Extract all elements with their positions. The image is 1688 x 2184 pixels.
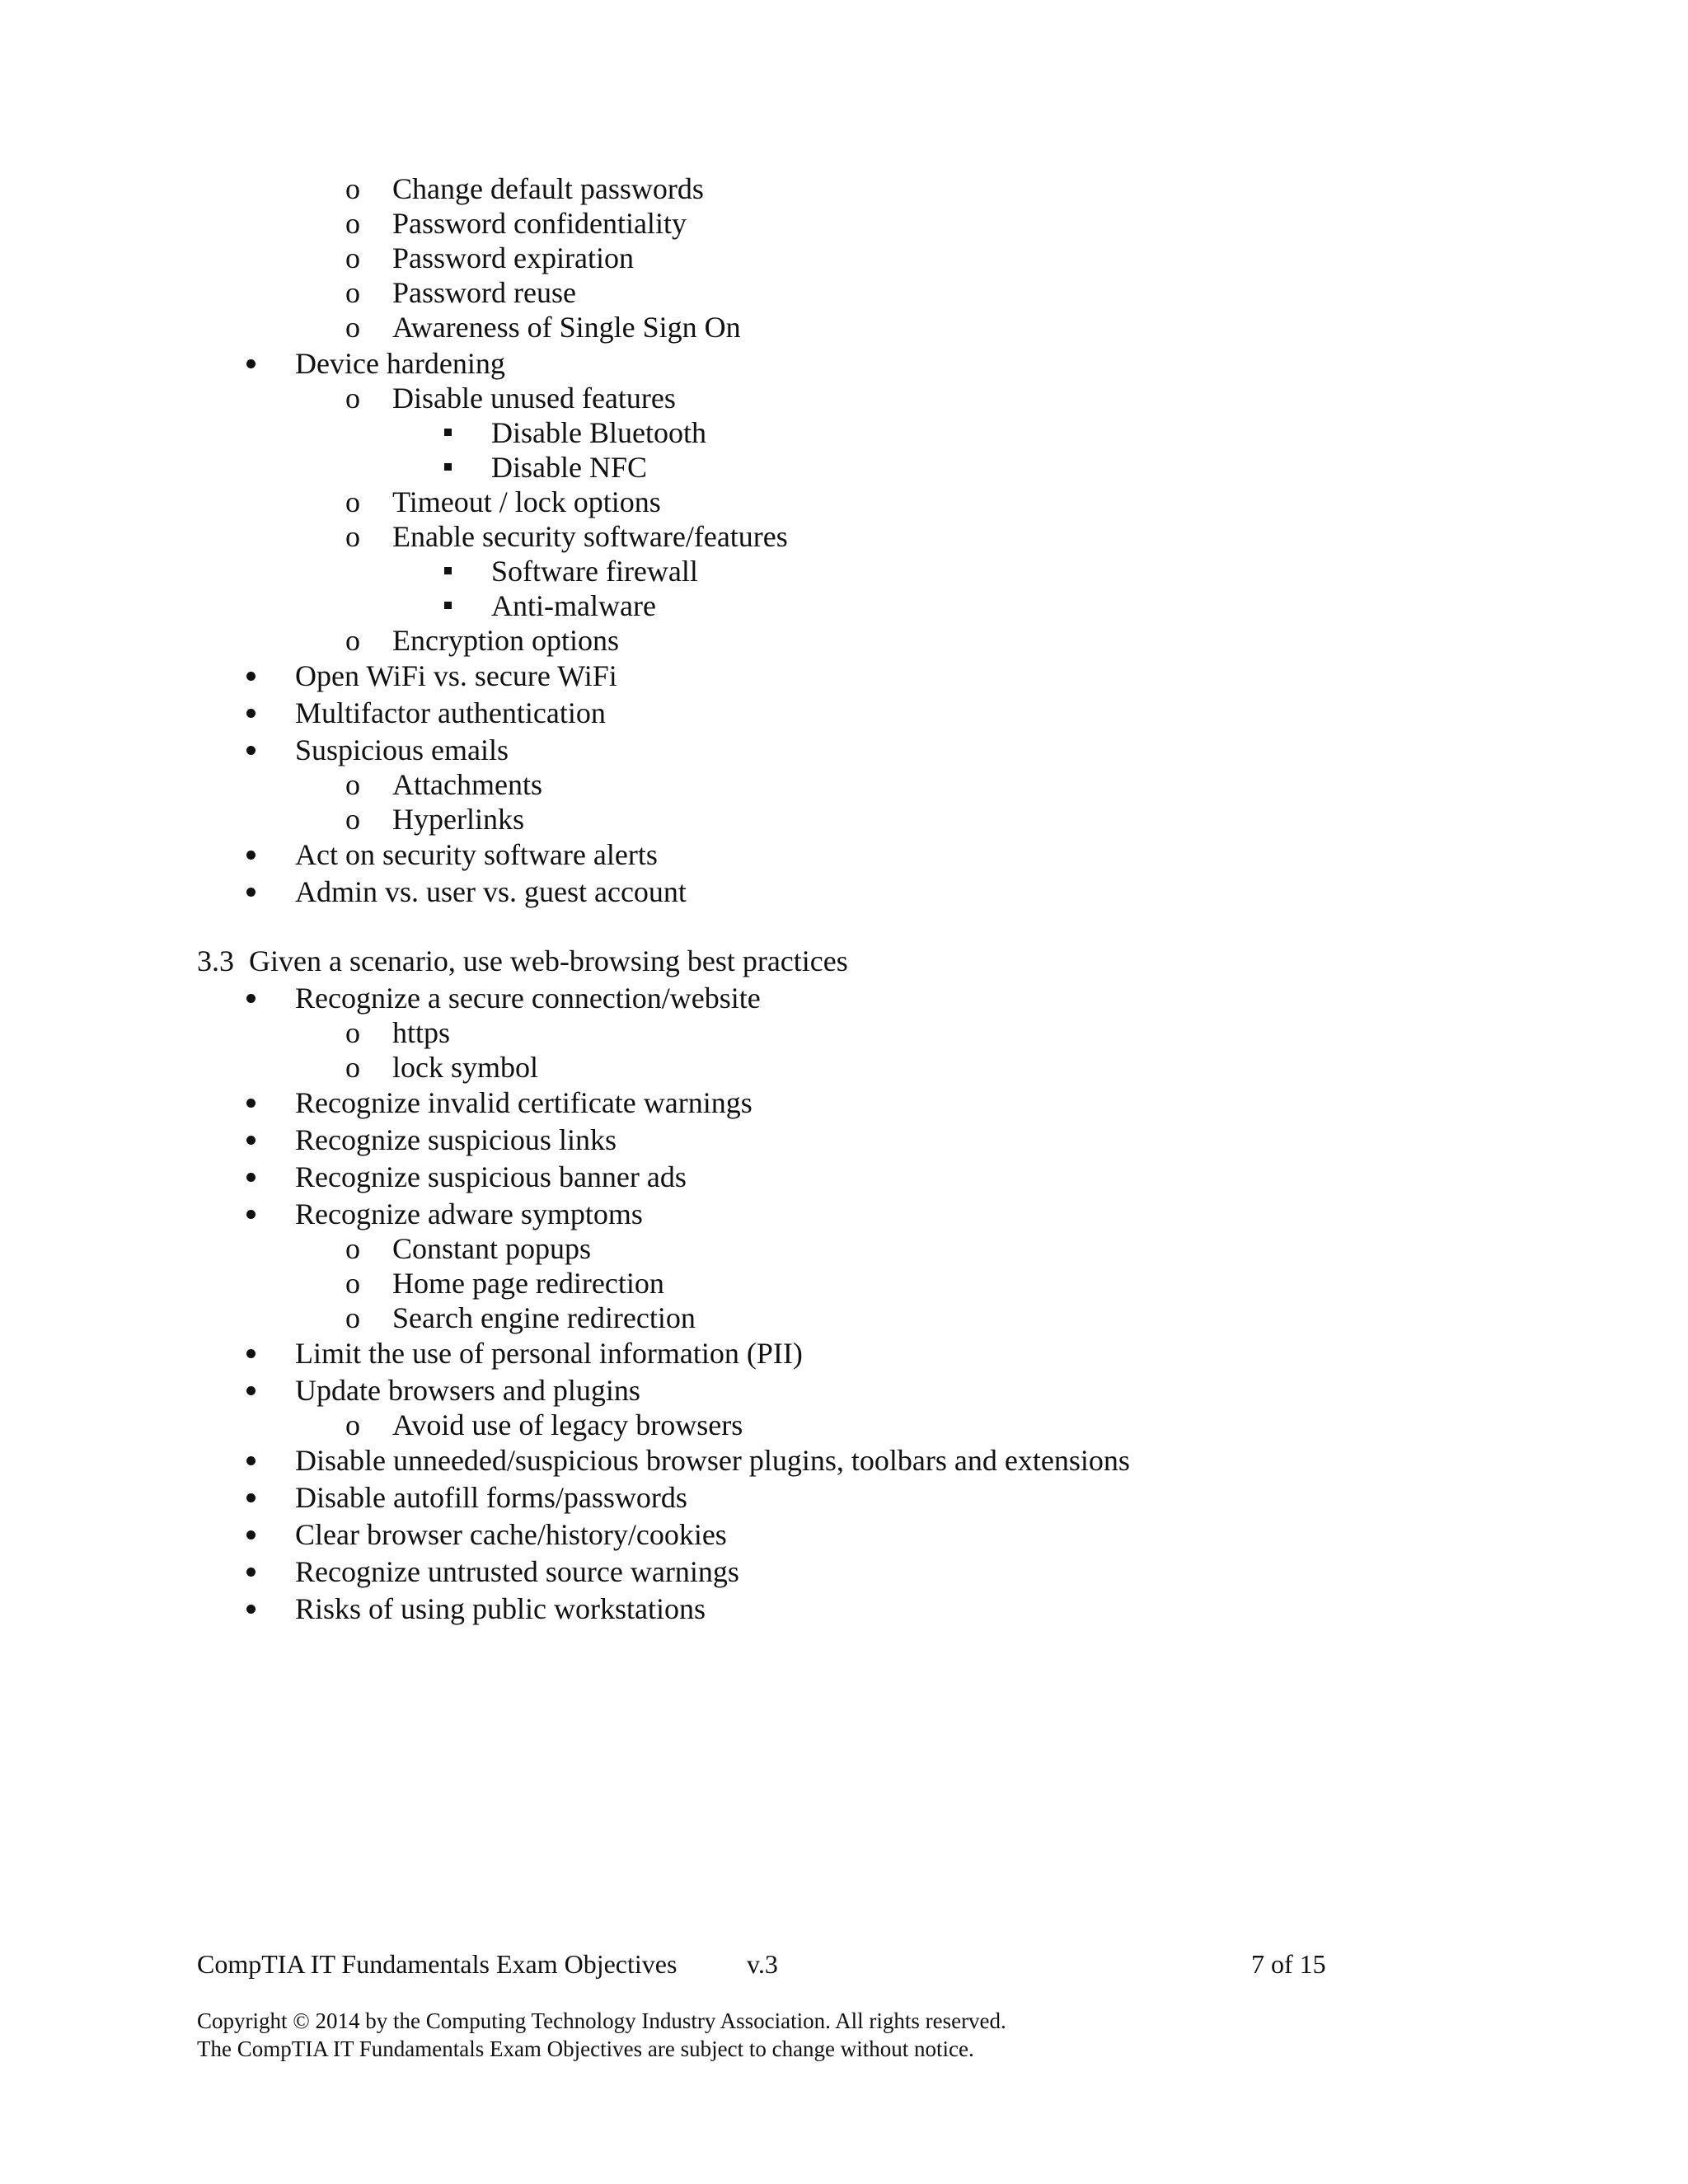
bullet-dot [246,1386,256,1395]
list-item: Recognize untrusted source warnings [295,1555,739,1588]
list-item: Recognize adware symptoms [295,1197,643,1230]
bullet-dot [246,672,256,681]
list-item: Suspicious emails [295,733,509,766]
footer-notice: The CompTIA IT Fundamentals Exam Objectives are subject to change without notice. [197,2036,974,2061]
circle-bullet: o [345,803,360,836]
list-item: Attachments [392,768,542,801]
list-item: Recognize suspicious banner ads [295,1160,687,1193]
circle-bullet: o [345,624,360,657]
bullet-dot [246,1456,256,1465]
list-item: https [392,1016,451,1049]
list-item: Password reuse [392,276,576,309]
circle-bullet: o [345,311,360,344]
circle-bullet: o [345,1267,360,1300]
circle-bullet: o [345,1051,360,1084]
list-item: Multifactor authentication [295,696,606,729]
list-item: Update browsers and plugins [295,1374,640,1407]
circle-bullet: o [345,207,360,240]
footer-page-number: 7 of 15 [1251,1949,1326,1979]
square-bullet [444,602,452,609]
list-item: Disable NFC [491,451,647,484]
list-item: Avoid use of legacy browsers [392,1408,743,1441]
circle-bullet: o [345,172,360,205]
bullet-dot [246,1210,256,1219]
circle-bullet: o [345,520,360,553]
list-item: Encryption options [392,624,619,657]
circle-bullet: o [345,485,360,518]
section-number: 3.3 [197,944,234,977]
list-item: lock symbol [392,1051,538,1084]
circle-bullet: o [345,768,360,801]
circle-bullet: o [345,276,360,309]
list-item: Home page redirection [392,1267,664,1300]
list-item: Constant popups [392,1232,592,1265]
bullet-dot [246,1349,256,1358]
bullet-dot [246,1099,256,1108]
bullet-dot [246,1568,256,1577]
bullet-dot [246,851,256,860]
circle-bullet: o [345,1232,360,1265]
list-item: Password confidentiality [392,207,687,240]
list-item: Limit the use of personal information (PII) [295,1337,803,1370]
list-item: Disable unneeded/suspicious browser plugins, toolbars and extensions [295,1444,1130,1477]
list-item: Anti-malware [491,589,656,622]
list-item: Risks of using public workstations [295,1592,706,1625]
list-item: Admin vs. user vs. guest account [295,875,687,908]
circle-bullet: o [345,241,360,274]
circle-bullet: o [345,1016,360,1049]
bullet-dot [246,746,256,755]
list-item: Device hardening [295,347,505,380]
bullet-dot [246,1605,256,1614]
bullet-dot [246,359,256,368]
footer-title: CompTIA IT Fundamentals Exam Objectives [197,1949,678,1979]
circle-bullet: o [345,382,360,415]
list-item: Disable Bluetooth [491,416,706,449]
bullet-dot [246,1173,256,1182]
list-item: Recognize invalid certificate warnings [295,1086,753,1119]
list-item: Enable security software/features [392,520,788,553]
list-item: Act on security software alerts [295,838,658,871]
list-item: Software firewall [491,555,698,588]
square-bullet [444,429,452,436]
list-item: Recognize suspicious links [295,1123,617,1156]
list-item: Recognize a secure connection/website [295,982,761,1015]
circle-bullet: o [345,1408,360,1441]
bullet-dot [246,1493,256,1502]
section-title: Given a scenario, use web-browsing best practices [249,944,848,977]
square-bullet [444,463,452,471]
list-item: Disable unused features [392,382,676,415]
list-item: Clear browser cache/history/cookies [295,1518,727,1551]
circle-bullet: o [345,1301,360,1334]
list-item: Timeout / lock options [392,485,661,518]
list-item: Awareness of Single Sign On [392,311,741,344]
square-bullet [444,567,452,574]
footer-version: v.3 [747,1949,778,1979]
list-item: Disable autofill forms/passwords [295,1481,687,1514]
bullet-dot [246,1530,256,1540]
list-item: Hyperlinks [392,803,524,836]
bullet-dot [246,994,256,1003]
list-item: Search engine redirection [392,1301,696,1334]
bullet-dot [246,888,256,897]
list-item: Change default passwords [392,172,704,205]
list-item: Open WiFi vs. secure WiFi [295,659,617,692]
bullet-dot [246,709,256,718]
bullet-dot [246,1136,256,1145]
list-item: Password expiration [392,241,634,274]
footer-copyright: Copyright © 2014 by the Computing Technology Industry Association. All rights reserved. [197,2008,1006,2033]
